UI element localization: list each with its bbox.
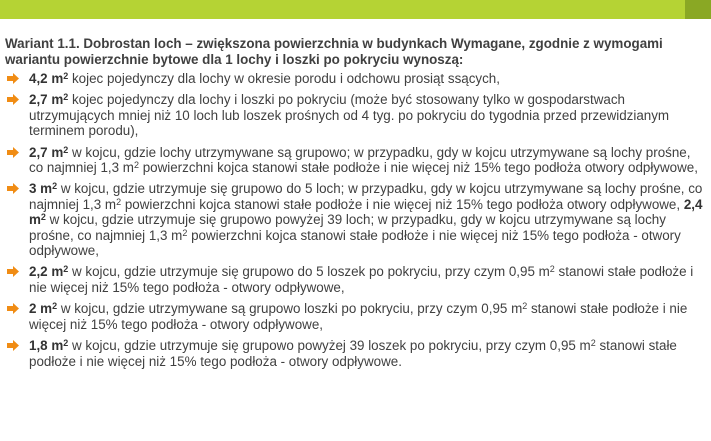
area-value: 1,8 m [29,338,64,354]
list-item [5,338,705,369]
inline-unit-exponent: 2 [522,301,528,312]
inline-unit-exponent: 2 [133,160,139,171]
arrow-bullet-icon [7,94,19,105]
top-accent-bar [0,0,711,19]
second-bullet-text-continued: powierzchni kojca stanowi stałe podłoże i nie więcej niż 15% tego podłoża - otwory odpływowe, [29,227,681,259]
second-area-unit-exponent: 2 [40,212,46,223]
inline-unit-exponent: 2 [590,338,596,349]
area-unit-exponent: 2 [63,264,69,275]
area-unit-exponent: 2 [63,71,69,81]
list-item [5,264,705,295]
bullet-text: w kojcu, gdzie utrzymywane są grupowo loszki po pokryciu, przy czym 0,95 m [57,301,523,317]
second-bullet-text: w kojcu, gdzie utrzymuje się grupowo powyżej 39 loch; w przypadku, gdy w kojcu utrzymywane są lochy prośne, co najmniej 1,3 m [29,212,666,243]
list-item [5,92,705,138]
top-accent-corner [685,0,711,19]
area-unit-exponent: 2 [63,92,69,103]
area-unit-exponent: 2 [63,338,69,349]
area-value: 2,2 m [29,264,64,280]
bullet-text: w kojcu, gdzie utrzymuje się grupowo powyżej 39 loszek po pokryciu, przy czym 0,95 m [68,338,591,354]
bullet-text-continued: stanowi stałe podłoże i nie więcej niż 15% tego podłoża - otwory odpływowe, [29,301,688,332]
arrow-bullet-icon [7,340,19,351]
slide-content [5,36,705,375]
second-inline-unit-exponent: 2 [182,227,188,238]
bullet-list [5,71,705,369]
arrow-bullet-icon [7,147,19,158]
area-unit-exponent: 2 [52,301,58,312]
slide-heading: Wariant 1.1. Dobrostan loch – zwiększona powierzchnia w budynkach Wymagane, zgodnie z wymogami wariantu powierzchnie bytowe dla 1 lochy i loszki po pokryciu wynoszą: [5,36,663,67]
list-item [5,181,705,258]
bullet-text-continued: stanowi stałe podłoże i nie więcej niż 15% tego podłoża - otwory odpływowe, [29,264,694,295]
list-item [5,145,705,176]
bullet-text: kojec pojedynczy dla lochy w okresie porodu i odchowu prosiąt ssących, [68,71,500,86]
arrow-bullet-icon [7,183,19,194]
area-value: 4,2 m [29,71,64,86]
inline-unit-exponent: 2 [116,196,122,207]
inline-unit-exponent: 2 [549,264,555,275]
area-value: 3 m [29,181,53,197]
bullet-text: kojec pojedynczy dla lochy i loszki po pokryciu (może być stosowany tylko w gospodarstwach utrzymujących mniej niż 10 loch lub loszek prośnych od 4 tyg. po pokryciu do tygodnia przed przewidzianym terminem porodu), [29,92,670,139]
list-item [5,301,705,332]
second-area-value: 2,4 m [29,196,703,228]
arrow-bullet-icon [7,266,19,277]
area-value: 2,7 m [29,144,64,160]
arrow-bullet-icon [7,73,19,84]
arrow-bullet-icon [7,303,19,314]
area-value: 2 m [29,301,53,317]
list-item [5,71,705,86]
bullet-text: w kojcu, gdzie utrzymuje się grupowo do 5 loszek po pokryciu, przy czym 0,95 m [68,264,550,280]
area-value: 2,7 m [29,92,64,108]
bullet-text-continued: stanowi stałe podłoże i nie więcej niż 15% tego podłoża - otwory odpływowe. [29,338,677,369]
bullet-text-continued: powierzchni kojca stanowi stałe podłoże i nie więcej niż 15% tego podłoża otwory odpływowe, [138,160,698,176]
bullet-text: w kojcu, gdzie lochy utrzymywane są grupowo; w przypadku, gdy w kojcu utrzymywane są lochy prośne, co najmniej 1,3 m [29,144,691,176]
area-unit-exponent: 2 [52,181,58,192]
area-unit-exponent: 2 [63,144,69,155]
bullet-text-continued: powierzchni kojca stanowi stałe podłoże i nie więcej niż 15% tego podłoża otwory odpływowe, [121,196,684,212]
bullet-text: w kojcu, gdzie utrzymuje się grupowo do 5 loch; w przypadku, gdy w kojcu utrzymywane są lochy prośne, co najmniej 1,3 m [29,181,703,212]
